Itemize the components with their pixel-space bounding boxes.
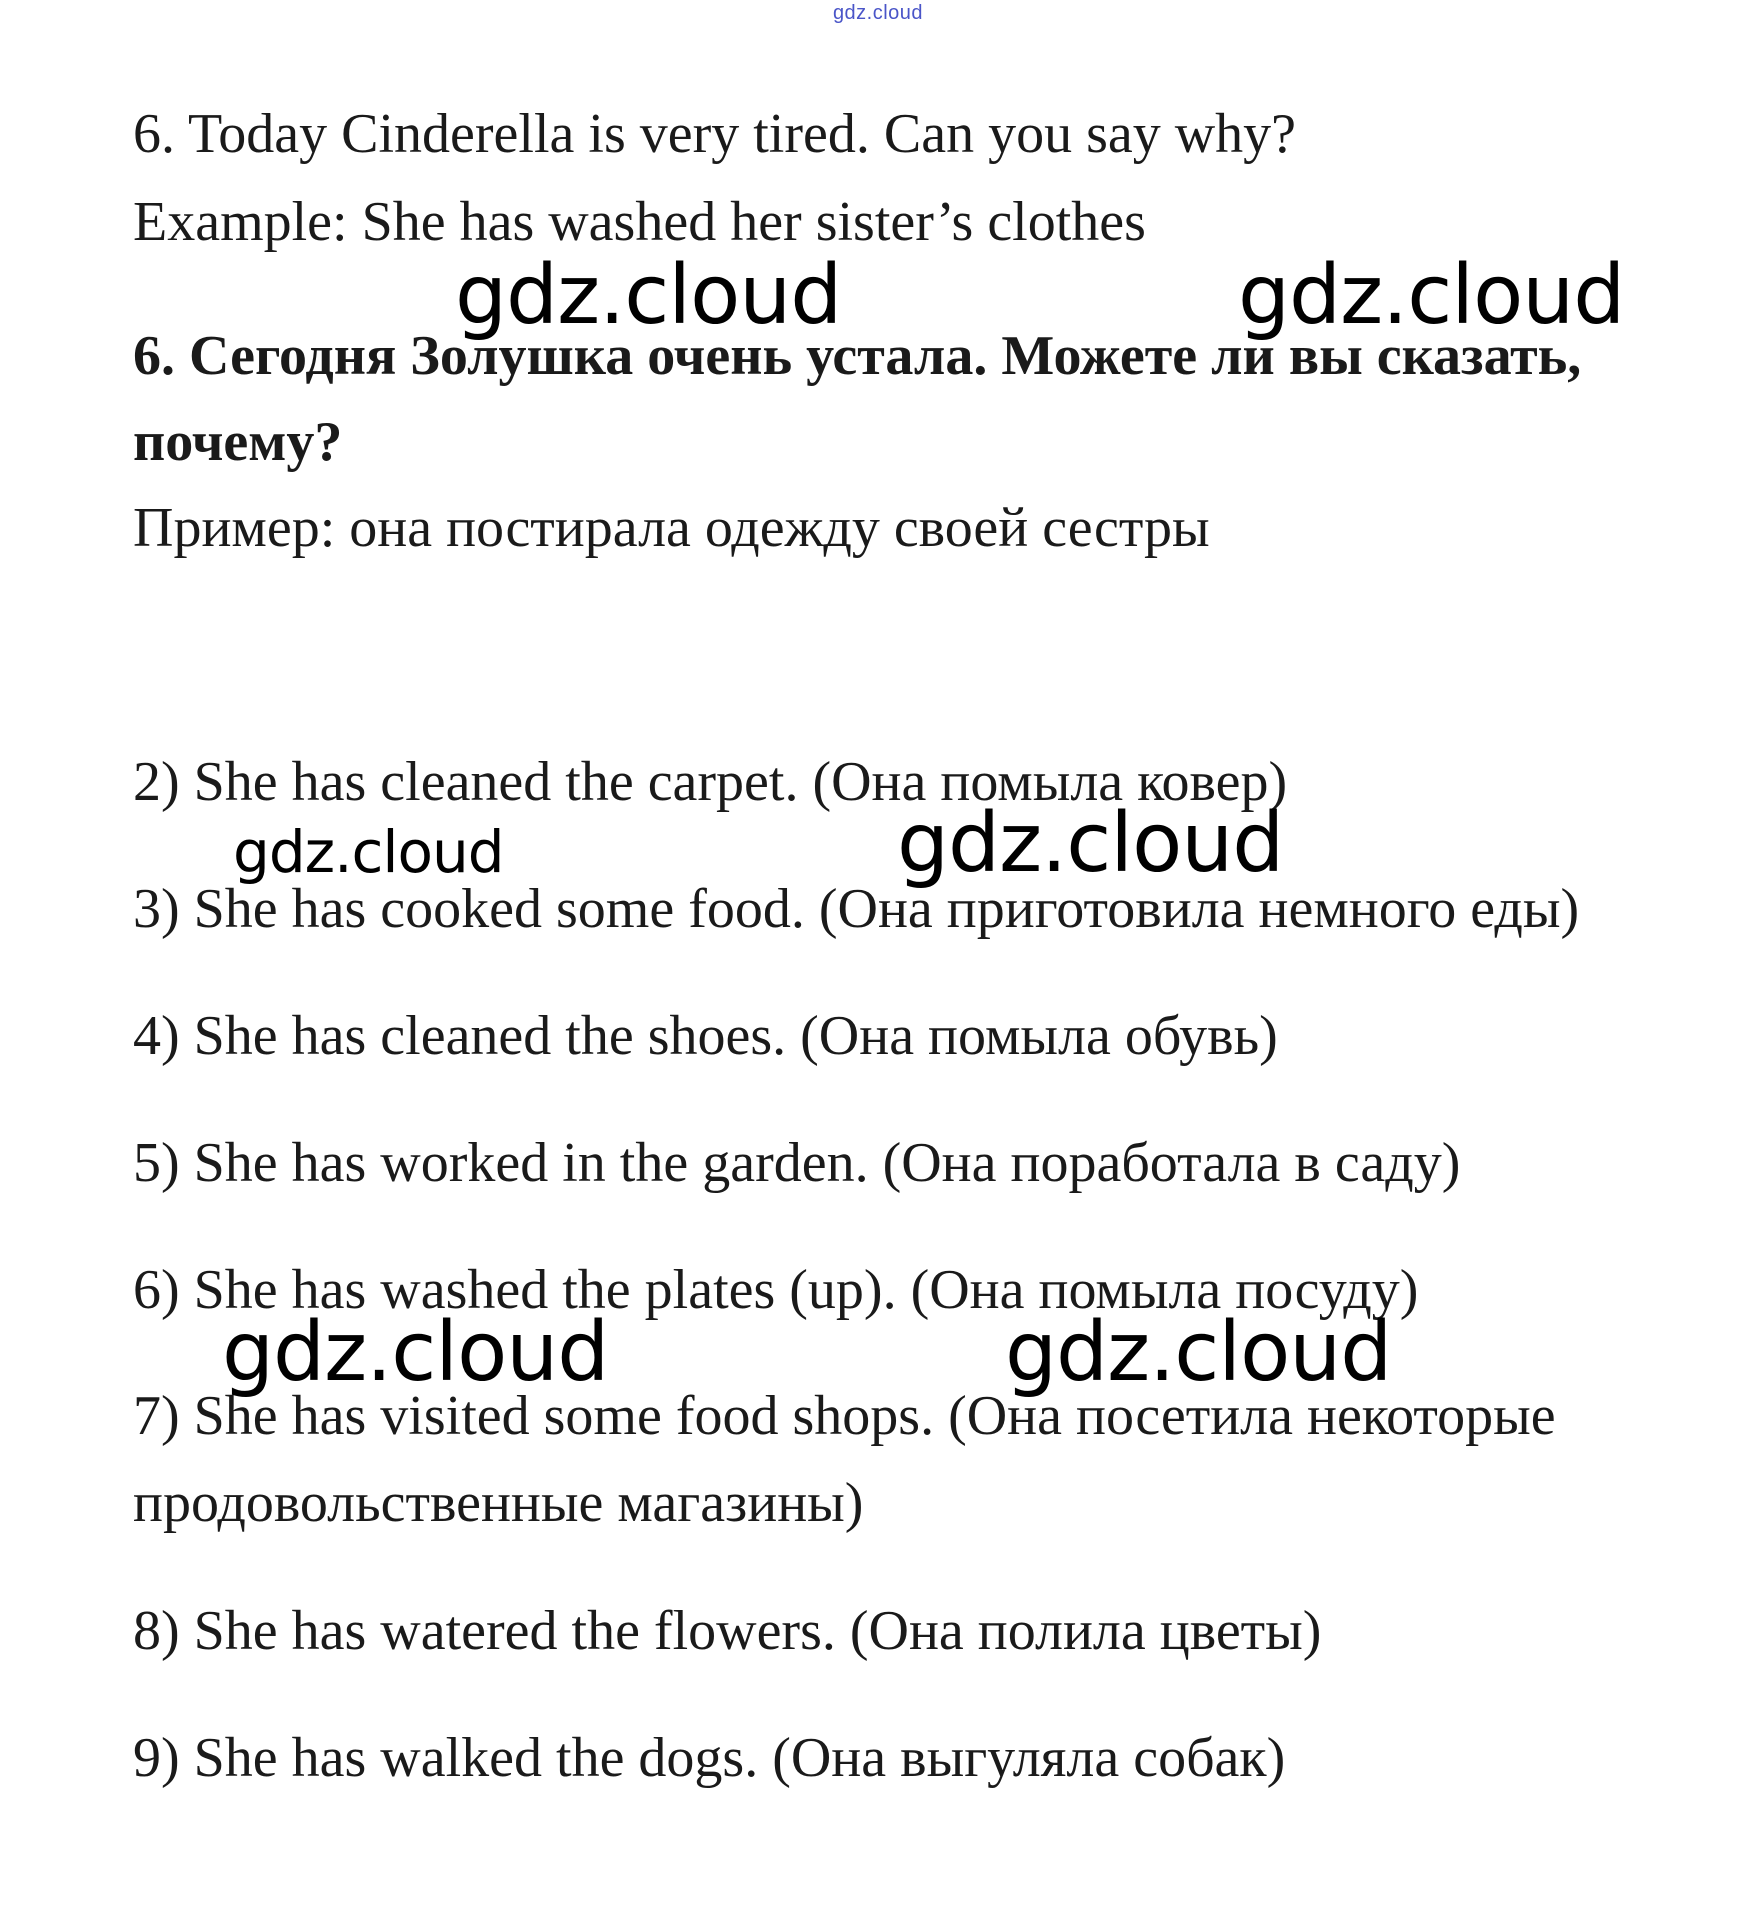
task-title-en: 6. Today Cinderella is very tired. Can you say why? [133,103,1297,165]
site-watermark-top: gdz.cloud [832,2,924,24]
task-title-ru-line2: почему? [133,411,343,473]
answer-item: 9) She has walked the dogs. (Она выгуляла собак) [133,1727,1286,1789]
watermark-text: gdz.cloud [455,248,842,343]
answer-item: 4) She has cleaned the shoes. (Она помыла обувь) [133,1005,1278,1067]
task-example-ru: Пример: она постирала одежду своей сестры [133,497,1210,559]
watermark-text: gdz.cloud [1005,1305,1392,1400]
answer-item: 3) She has cooked some food. (Она приготовила немного еды) [133,878,1580,940]
task-example-en: Example: She has washed her sister’s clothes [133,191,1146,253]
answer-item: 5) She has worked in the garden. (Она поработала в саду) [133,1132,1461,1194]
answer-item-continuation: продовольственные магазины) [133,1472,864,1534]
watermark-text: gdz.cloud [1238,248,1625,343]
watermark-text: gdz.cloud [233,818,504,886]
answer-item: 2) She has cleaned the carpet. (Она помыла ковер) [133,751,1288,813]
watermark-text: gdz.cloud [897,796,1284,891]
watermark-text: gdz.cloud [222,1305,609,1400]
answer-item: 8) She has watered the flowers. (Она полила цветы) [133,1600,1322,1662]
task-title-ru-line1: 6. Сегодня Золушка очень устала. Можете ли вы сказать, [133,325,1582,387]
answer-item: 7) She has visited some food shops. (Она посетила некоторые [133,1385,1556,1447]
answer-item: 6) She has washed the plates (up). (Она помыла посуду) [133,1259,1419,1321]
